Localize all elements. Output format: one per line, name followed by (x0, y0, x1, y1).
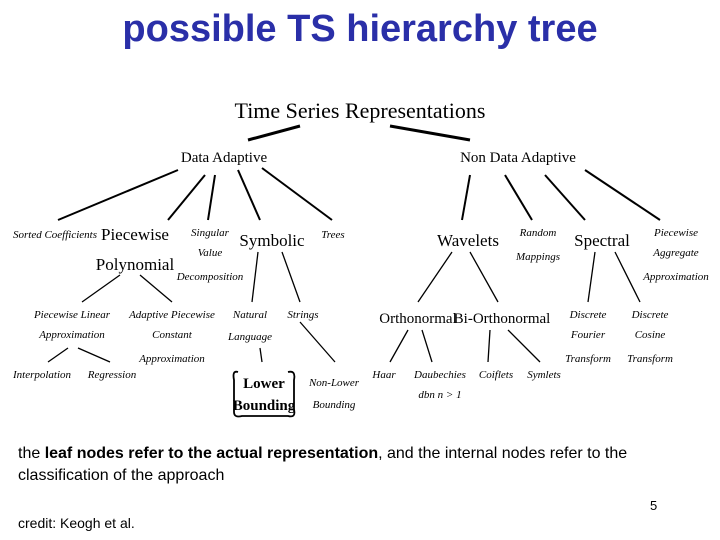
slide-title: possible TS hierarchy tree (122, 8, 598, 50)
node-spectral: Spectral (574, 231, 630, 250)
node-svd-line2: Value (197, 247, 223, 259)
credit-text: credit: Keogh et al. (18, 515, 135, 531)
node-non-lower-bounding-line2: Bounding (312, 399, 356, 411)
node-natural-language-line2: Language (228, 331, 272, 343)
node-random-mappings-line2: Mappings (516, 251, 560, 263)
node-lower-bounding-line1: Lower (243, 376, 285, 392)
node-sorted-coefficients: Sorted Coefficients (12, 229, 98, 241)
caption-bold: leaf nodes refer to the actual representation (44, 445, 379, 462)
node-strings: Strings (287, 309, 319, 321)
node-piecewise-polynomial-line2: Polynomial (95, 255, 175, 274)
node-haar: Haar (372, 369, 396, 381)
node-non-lower-bounding-line1: Non-Lower (308, 377, 360, 389)
node-orthonormal: Orthonormal (379, 311, 457, 327)
node-regression: Regression (87, 369, 137, 381)
node-pla-line1: Piecewise Linear (33, 309, 111, 321)
hierarchy-tree-diagram (0, 80, 720, 425)
node-non-data-adaptive: Non Data Adaptive (460, 150, 576, 166)
node-paa-line1: Piecewise (654, 227, 698, 239)
node-piecewise-polynomial-line1: Piecewise (101, 225, 169, 244)
caption-post: , and the internal nodes refer to the classification of the approach (18, 445, 628, 484)
node-natural-language-line1: Natural (232, 309, 268, 321)
node-dct-line1: Discrete (631, 309, 669, 321)
node-svd-line1: Singular (191, 227, 229, 239)
node-symlets: Symlets (527, 369, 561, 381)
node-dct-line2: Cosine (634, 329, 666, 341)
node-symbolic: Symbolic (239, 231, 305, 250)
node-dft-line2: Fourier (570, 329, 606, 341)
node-bi-orthonormal: Bi-Orthonormal (453, 311, 551, 327)
node-root: Time Series Representations (234, 98, 486, 123)
node-paa-line2: Aggregate (653, 247, 699, 259)
node-daubechies-line2: dbn n > 1 (418, 389, 462, 401)
node-apca-line3: Approximation (139, 353, 205, 365)
node-interpolation: Interpolation (12, 369, 72, 381)
node-wavelets: Wavelets (437, 231, 499, 250)
caption-text (18, 443, 708, 487)
caption-pre: the (18, 445, 45, 462)
node-apca-line2: Constant (152, 329, 192, 341)
node-trees: Trees (321, 229, 345, 241)
node-coiflets: Coiflets (478, 369, 514, 381)
node-paa-line3: Approximation (643, 271, 709, 283)
node-svd-line3: Decomposition (176, 271, 244, 283)
node-data-adaptive: Data Adaptive (180, 150, 268, 166)
node-lower-bounding-line2: Bounding (232, 398, 296, 414)
page-number: 5 (650, 498, 658, 513)
node-apca-line1: Adaptive Piecewise (129, 309, 215, 321)
node-dct-line3: Transform (627, 353, 673, 365)
node-daubechies-line1: Daubechies (414, 369, 466, 381)
node-random-mappings-line1: Random (519, 227, 557, 239)
node-pla-line2: Approximation (39, 329, 105, 341)
node-dft-line1: Discrete (569, 309, 607, 321)
node-dft-line3: Transform (565, 353, 611, 365)
